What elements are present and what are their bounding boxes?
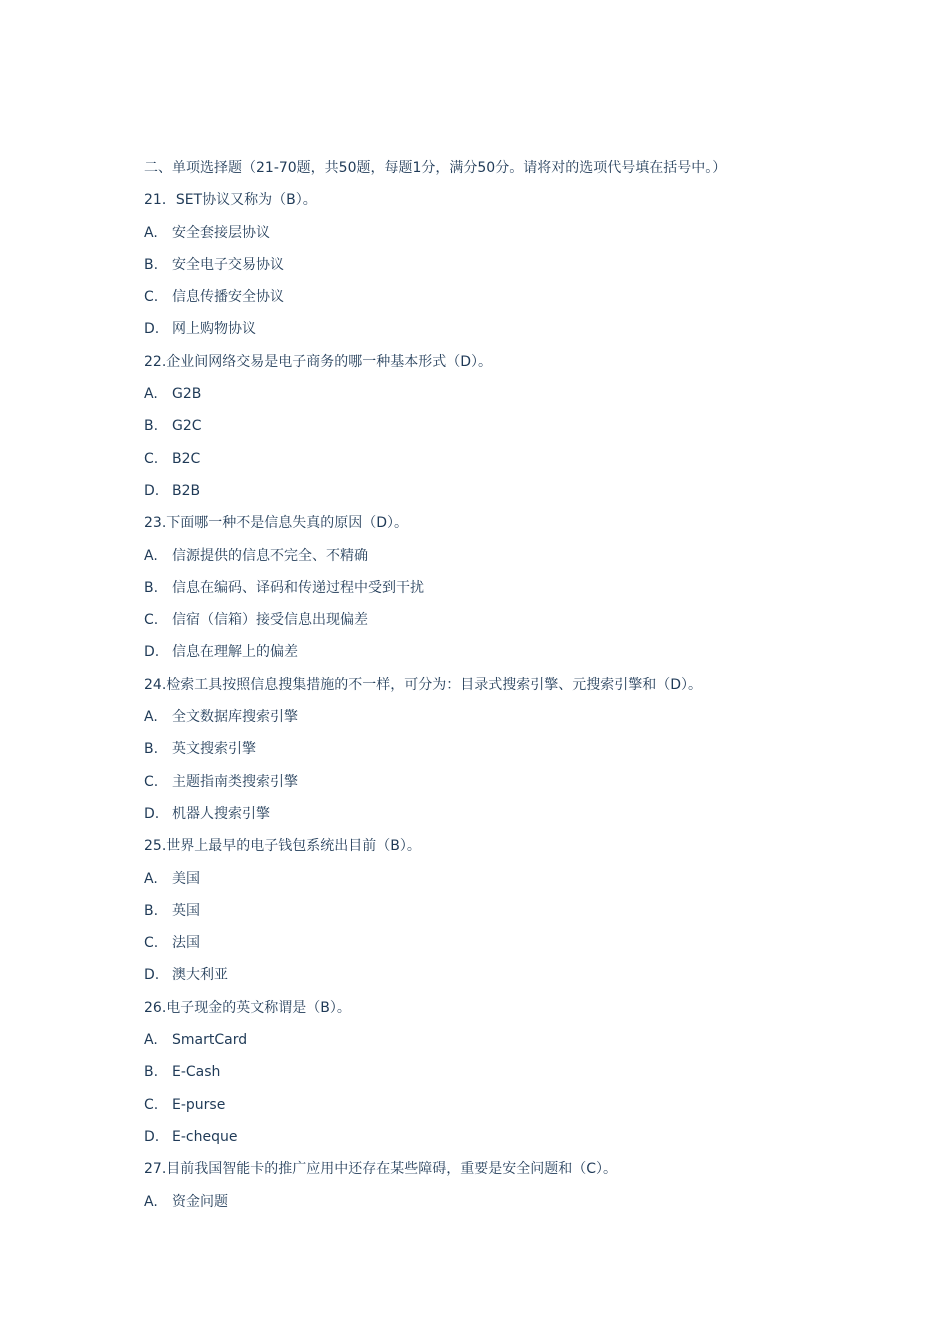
section-heading: 二、单项选择题（21-70题，共50题，每题1分，满分50分。请将对的选项代号填在括号中。）	[144, 160, 727, 176]
answer-option	[144, 802, 824, 834]
answer-option	[144, 1190, 824, 1222]
answer-option	[144, 770, 824, 802]
option-letter: B.	[144, 741, 159, 758]
option-text: 信息传播安全协议	[172, 289, 284, 306]
option-letter: D.	[144, 805, 160, 822]
option-text: G2C	[172, 418, 202, 435]
question-stem: 27.目前我国智能卡的推广应用中还存在某些障碍，重要是安全问题和（C）。	[144, 1161, 618, 1178]
answer-option	[144, 447, 824, 479]
option-text: 信息在编码、译码和传递过程中受到干扰	[172, 579, 424, 596]
answer-option	[144, 576, 824, 608]
option-text: 安全电子交易协议	[172, 256, 284, 273]
answer-option	[144, 608, 824, 640]
option-text: 全文数据库搜索引擎	[172, 709, 298, 726]
option-text: 法国	[172, 935, 200, 952]
answer-option	[144, 479, 824, 511]
option-text: 网上购物协议	[172, 321, 256, 338]
option-letter: A.	[144, 386, 158, 403]
option-letter: A.	[144, 870, 158, 887]
option-text: 机器人搜索引擎	[172, 805, 270, 822]
answer-option	[144, 931, 824, 963]
answer-option	[144, 1060, 824, 1092]
option-letter: B.	[144, 256, 159, 273]
answer-option	[144, 285, 824, 317]
option-letter: A.	[144, 547, 158, 564]
option-text: 资金问题	[172, 1193, 228, 1210]
answer-option	[144, 899, 824, 931]
option-text: 主题指南类搜索引擎	[172, 773, 298, 790]
option-text: 英文搜索引擎	[172, 741, 256, 758]
question-stem: 21．SET协议又称为（B）。	[144, 192, 317, 209]
option-letter: D.	[144, 644, 160, 661]
answer-option	[144, 221, 824, 253]
question-stem: 22.企业间网络交易是电子商务的哪一种基本形式（D）。	[144, 353, 493, 370]
option-text: E-purse	[172, 1096, 226, 1113]
answer-option	[144, 253, 824, 285]
answer-option	[144, 705, 824, 737]
option-text: 信息在理解上的偏差	[172, 644, 298, 661]
option-letter: C.	[144, 450, 159, 467]
option-letter: C.	[144, 1096, 159, 1113]
answer-option	[144, 1125, 824, 1157]
option-text: 信宿（信箱）接受信息出现偏差	[172, 612, 368, 629]
option-letter: C.	[144, 935, 159, 952]
option-text: 美国	[172, 870, 200, 887]
option-letter: D.	[144, 1128, 160, 1145]
question-stem: 24.检索工具按照信息搜集措施的不一样，可分为：目录式搜索引擎、元搜索引擎和（D）。	[144, 676, 703, 693]
question-list	[144, 188, 824, 1222]
answer-option	[144, 640, 824, 672]
option-text: G2B	[172, 386, 202, 403]
option-letter: D.	[144, 482, 160, 499]
option-text: 澳大利亚	[172, 967, 228, 984]
answer-option	[144, 737, 824, 769]
option-text: 安全套接层协议	[172, 224, 270, 241]
option-letter: D.	[144, 321, 160, 338]
option-text: 英国	[172, 902, 200, 919]
option-text: 信源提供的信息不完全、不精确	[172, 547, 368, 564]
option-letter: C.	[144, 612, 159, 629]
option-text: E-Cash	[172, 1064, 221, 1081]
option-text: SmartCard	[172, 1032, 248, 1049]
answer-option	[144, 963, 824, 995]
option-text: E-cheque	[172, 1128, 238, 1145]
answer-option	[144, 1093, 824, 1125]
answer-option	[144, 317, 824, 349]
option-letter: C.	[144, 773, 159, 790]
answer-option	[144, 382, 824, 414]
option-letter: B.	[144, 902, 159, 919]
answer-option	[144, 544, 824, 576]
option-letter: C.	[144, 289, 159, 306]
option-letter: A.	[144, 224, 158, 241]
option-text: B2C	[172, 450, 201, 467]
option-letter: A.	[144, 709, 158, 726]
option-letter: A.	[144, 1193, 158, 1210]
document-page	[144, 156, 824, 1222]
option-text: B2B	[172, 482, 201, 499]
question-stem: 26.电子现金的英文称谓是（B）。	[144, 999, 351, 1016]
option-letter: A.	[144, 1032, 158, 1049]
option-letter: B.	[144, 579, 159, 596]
question-stem: 25.世界上最早的电子钱包系统出目前（B）。	[144, 838, 421, 855]
question-stem: 23.下面哪一种不是信息失真的原因（D）。	[144, 515, 409, 532]
answer-option	[144, 867, 824, 899]
option-letter: B.	[144, 418, 159, 435]
answer-option	[144, 414, 824, 446]
answer-option	[144, 1028, 824, 1060]
option-letter: B.	[144, 1064, 159, 1081]
option-letter: D.	[144, 967, 160, 984]
